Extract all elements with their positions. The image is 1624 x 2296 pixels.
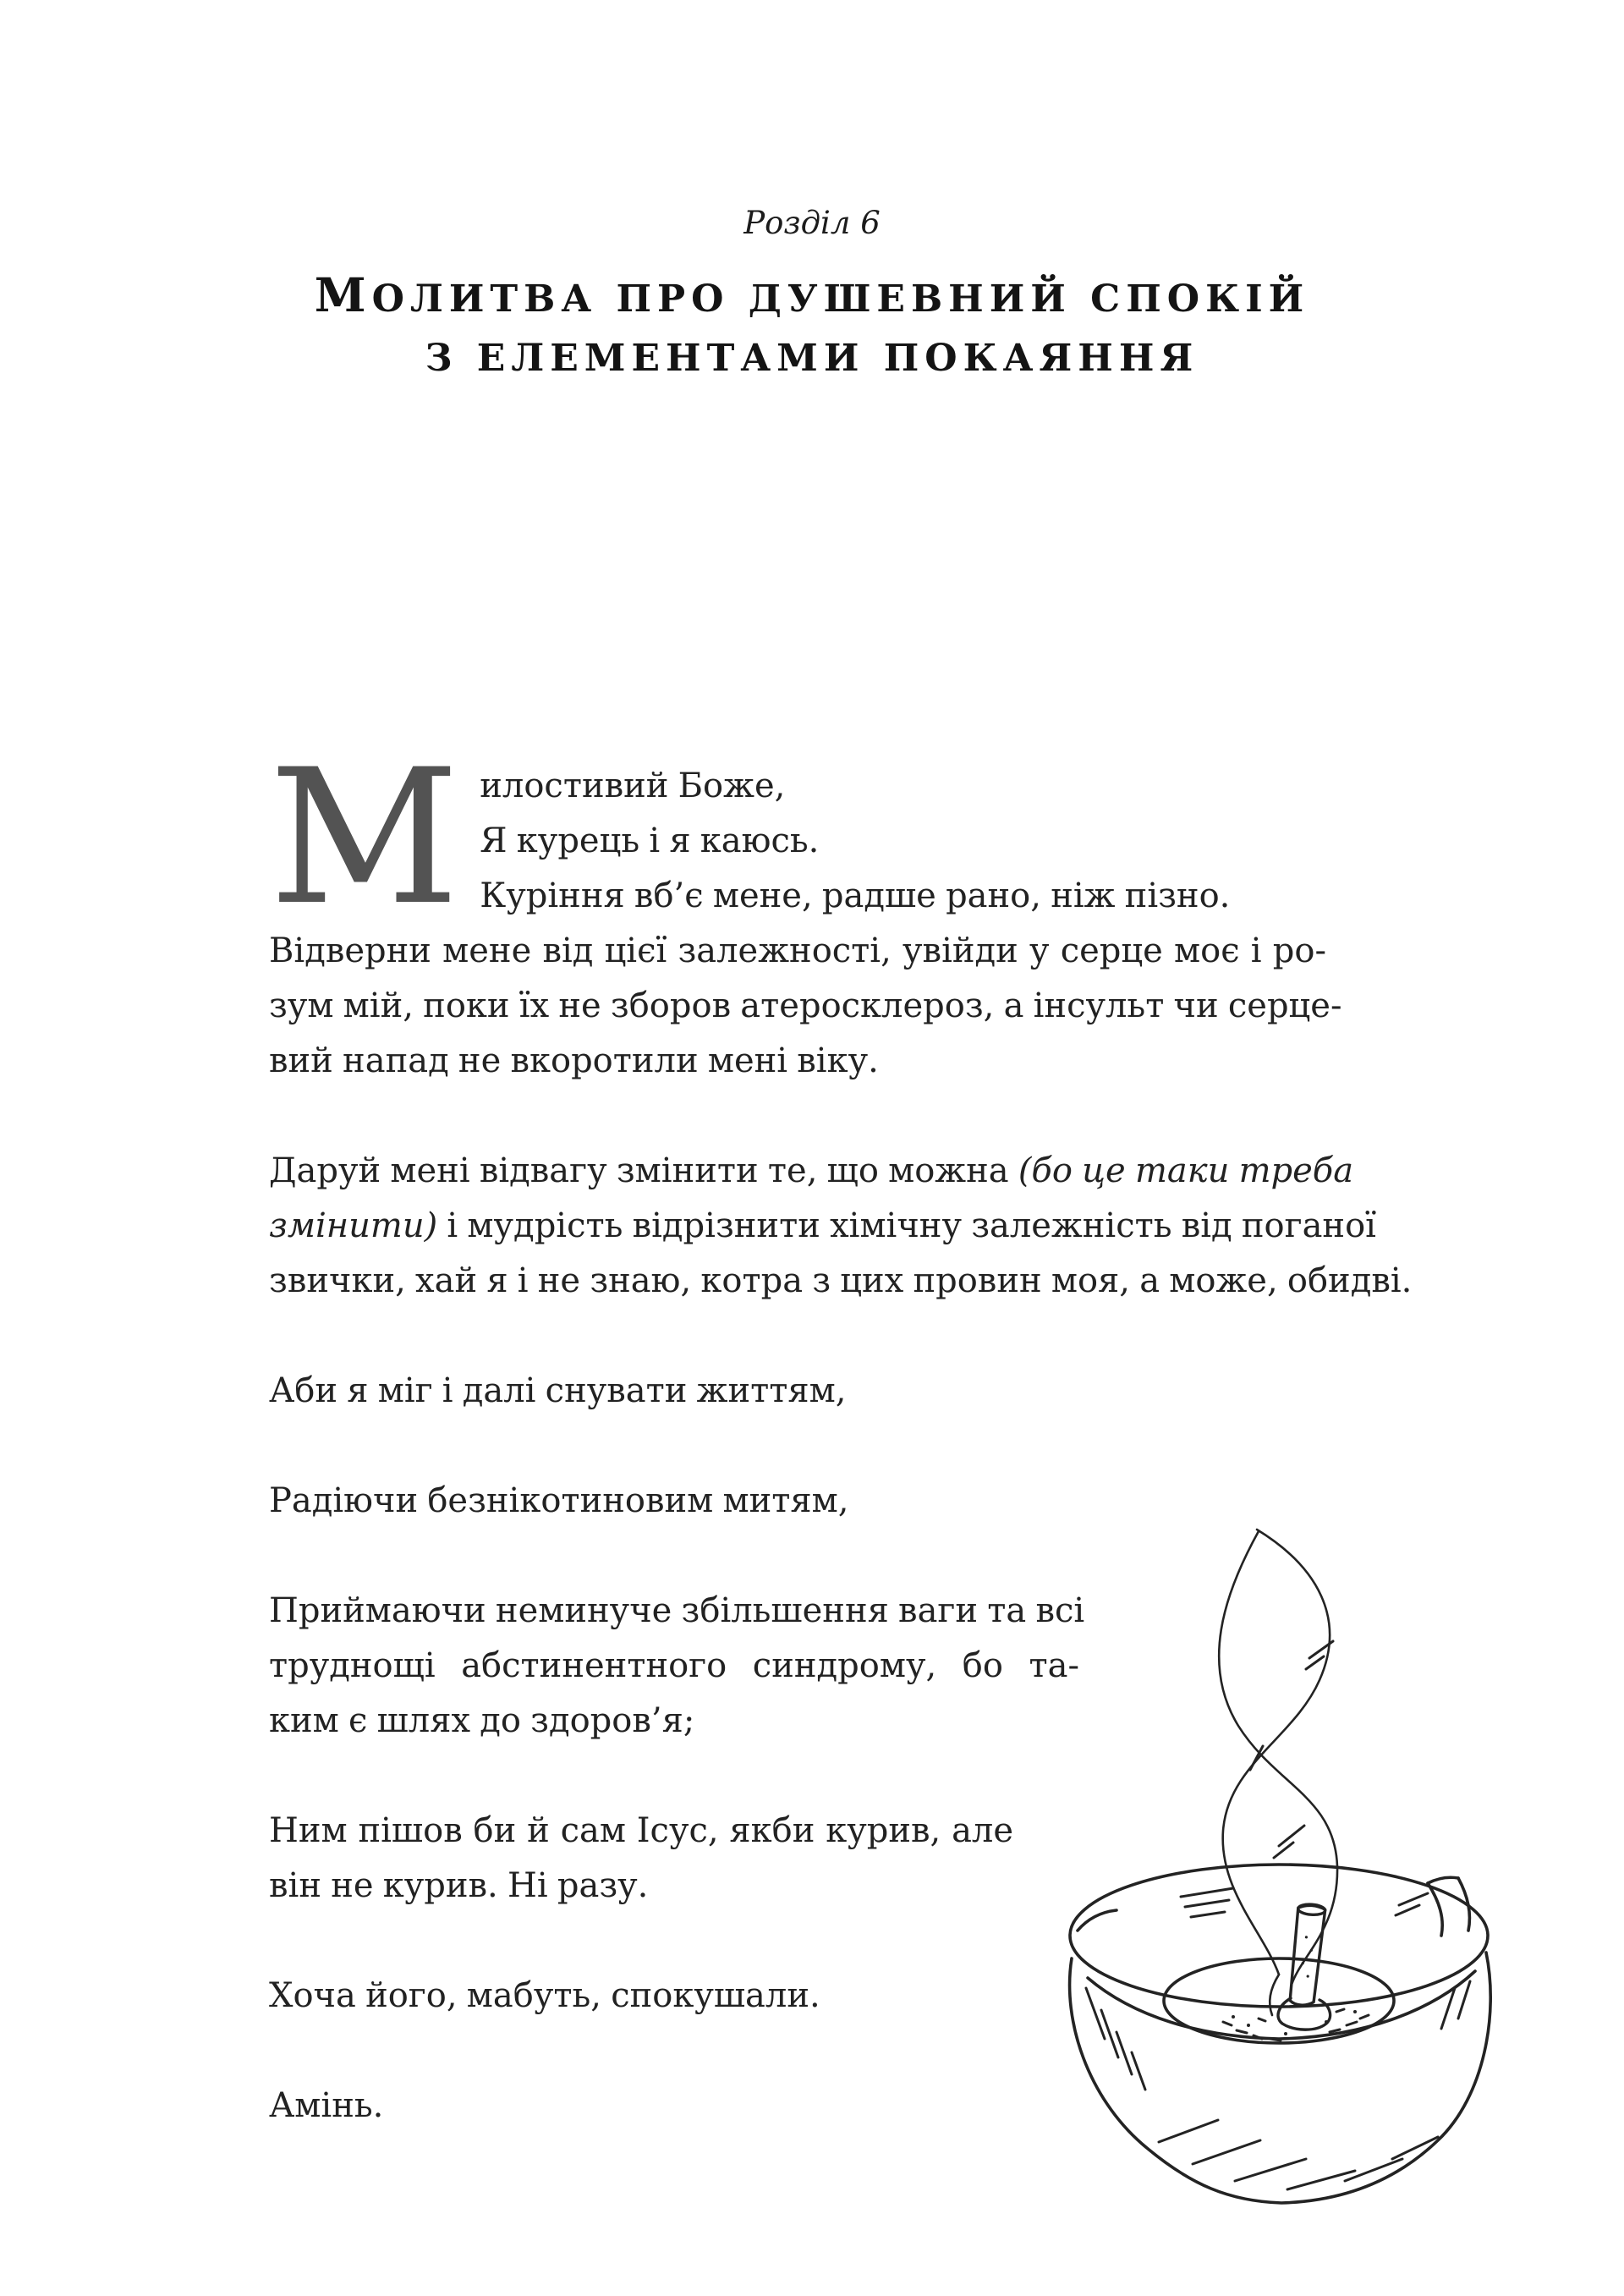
prayer-line: Аби я міг і далі снувати життям, [269,1371,847,1410]
prayer-line: Амінь. [269,2086,384,2125]
prayer-paragraph [269,1144,1413,1309]
drop-cap: М [269,729,460,946]
ashtray-illustration [1057,1514,1582,2216]
prayer-paragraph [269,1804,1013,1914]
prayer-text-regular: Даруй мені відвагу змінити те, що можна [269,1151,1018,1190]
prayer-text-italic: (бо це таки треба [1018,1151,1354,1190]
prayer-line [269,1144,1354,1199]
chapter-label: Розділ 6 [743,205,881,241]
prayer-line: він не курив. Ні разу. [269,1866,649,1905]
prayer-line: Куріння вб’є мене, радше рано, ніж пізно. [480,876,1231,915]
prayer-line: Відверни мене від цієї залежності, увійди у серце моє і ро- [269,931,1326,970]
prayer-line [269,1199,1376,1254]
ashtray-smoke-sketch [1057,1514,1582,2216]
prayer-line: труднощі абстинентного синдрому, бо та- [269,1646,1079,1685]
prayer-line: ким є шлях до здоров’я; [269,1701,695,1740]
page-title-line-2: З ЕЛЕМЕНТАМИ ПОКАЯННЯ [425,337,1199,380]
prayer-line: зум мій, поки їх не зборов атеросклероз, а інсульт чи серце- [269,986,1342,1025]
prayer-paragraph [269,729,1342,1089]
page-header [0,205,1624,388]
prayer-line: Ним пішов би й сам Ісус, якби курив, але [269,1811,1013,1850]
prayer-line: Приймаючи неминуче збільшення ваги та всі [269,1591,1085,1630]
prayer-line: Хоча його, мабуть, спокушали. [269,1976,820,2015]
prayer-text-italic: змінити) [269,1206,438,1245]
prayer-line: звички, хай я і не знаю, котра з цих провин моя, а може, обидві. [269,1261,1413,1300]
page-title-line-1: МОЛИТВА ПРО ДУШЕВНИЙ СПОКІЙ [314,267,1310,322]
prayer-line: илостивий Боже, [480,766,786,805]
prayer-line: Радіючи безнікотиновим митям, [269,1481,849,1520]
prayer-line: Я курець і я каюсь. [480,821,820,860]
prayer-line: вий напад не вкоротили мені віку. [269,1041,879,1080]
prayer-paragraph [269,1584,1085,1749]
prayer-text-regular: і мудрість відрізнити хімічну залежність від поганої [437,1206,1376,1245]
prayer-paragraph [269,1364,1326,1419]
